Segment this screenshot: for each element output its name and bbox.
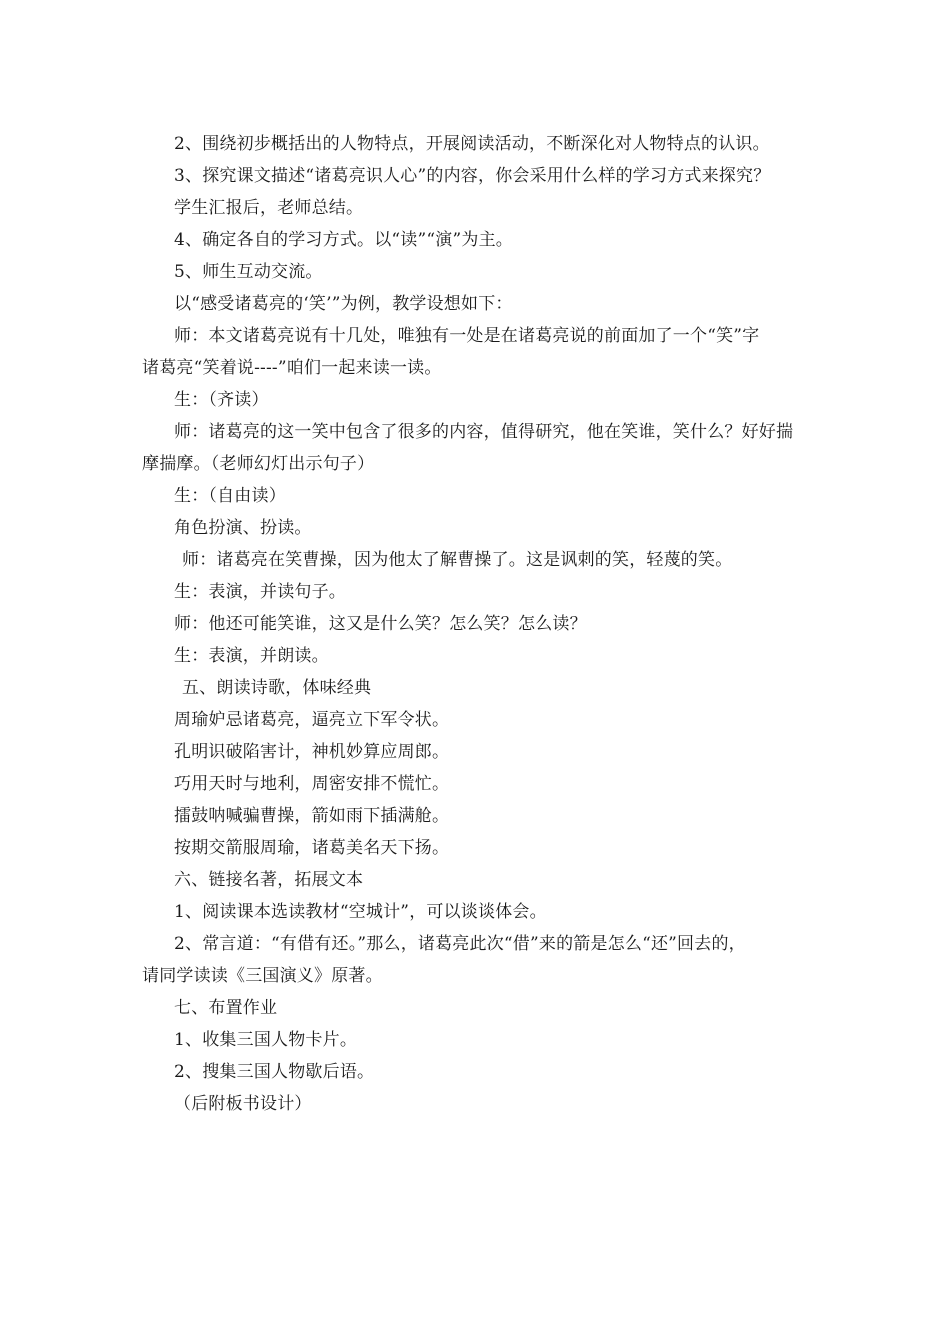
section-heading: 七、布置作业 — [174, 998, 278, 1018]
text-line: 2、常言道：“有借有还。”那么，诸葛亮此次“借”来的箭是怎么“还”回去的， — [174, 934, 746, 954]
text-line: 师：诸葛亮在笑曹操，因为他太了解曹操了。这是讽刺的笑，轻蔑的笑。 — [182, 550, 733, 570]
poem-line: 按期交箭服周瑜，诸葛美名天下扬。 — [174, 838, 450, 858]
section-heading: 五、朗读诗歌，体味经典 — [182, 678, 372, 698]
text-line: 5、师生互动交流。 — [174, 262, 323, 282]
text-line: 诸葛亮“笑着说----”咱们一起来读一读。 — [142, 358, 442, 378]
text-line: 角色扮演、扮读。 — [174, 518, 312, 538]
text-line: 1、阅读课本选读教材“空城计”，可以谈谈体会。 — [174, 902, 547, 922]
text-line: 4、确定各自的学习方式。以“读”“演”为主。 — [174, 230, 513, 250]
poem-line: 孔明识破陷害计，神机妙算应周郎。 — [174, 742, 450, 762]
text-line: 生：表演，并朗读。 — [174, 646, 329, 666]
text-line: 师：本文诸葛亮说有十几处，唯独有一处是在诸葛亮说的前面加了一个“笑”字 — [174, 326, 760, 346]
text-line: 2、搜集三国人物歇后语。 — [174, 1062, 375, 1082]
text-line: 生：（自由读） — [174, 486, 286, 506]
text-line: 1、收集三国人物卡片。 — [174, 1030, 358, 1050]
text-line: 请同学读读《三国演义》原著。 — [142, 966, 383, 986]
text-line: 师：诸葛亮的这一笑中包含了很多的内容，值得研究，他在笑谁，笑什么？好好揣 — [174, 422, 794, 442]
text-line: 摩揣摩。（老师幻灯出示句子） — [142, 454, 375, 474]
section-heading: 六、链接名著，拓展文本 — [174, 870, 364, 890]
text-line: 师：他还可能笑谁，这又是什么笑？怎么笑？怎么读？ — [174, 614, 587, 634]
document-page — [142, 128, 842, 1120]
poem-line: 巧用天时与地利，周密安排不慌忙。 — [174, 774, 450, 794]
text-line: 以“感受诸葛亮的‘笑’”为例，教学设想如下： — [174, 294, 513, 314]
poem-line: 周瑜妒忌诸葛亮，逼亮立下军令状。 — [174, 710, 450, 730]
text-line: 学生汇报后，老师总结。 — [174, 198, 364, 218]
text-line: （后附板书设计） — [174, 1094, 312, 1114]
text-line: 2、围绕初步概括出的人物特点，开展阅读活动，不断深化对人物特点的认识。 — [174, 134, 770, 154]
text-line: 生：（齐读） — [174, 390, 269, 410]
poem-line: 擂鼓呐喊骗曹操，箭如雨下插满舱。 — [174, 806, 450, 826]
text-line: 3、探究课文描述“诸葛亮识人心”的内容，你会采用什么样的学习方式来探究？ — [174, 166, 771, 186]
text-line: 生：表演，并读句子。 — [174, 582, 346, 602]
